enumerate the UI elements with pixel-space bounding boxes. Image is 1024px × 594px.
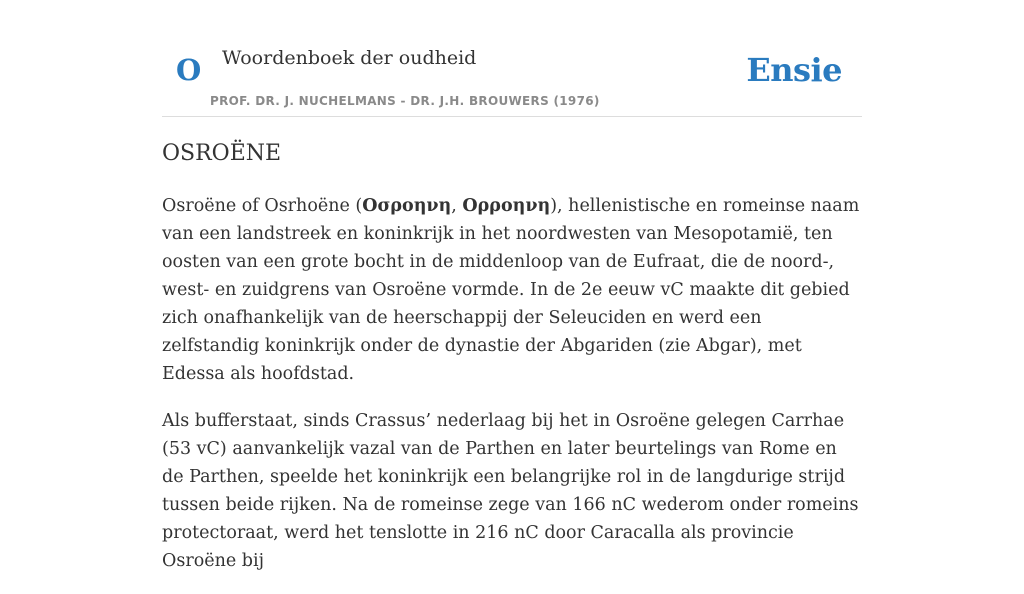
index-letter[interactable]: O: [176, 53, 202, 87]
greek-separator: ,: [451, 196, 463, 216]
ensie-logo[interactable]: Ensie: [746, 51, 842, 89]
entry-paragraph-1: [162, 192, 862, 388]
paragraph-1-intro: Osroëne of Osrhoëne (: [162, 196, 363, 216]
paragraph-1-text: ), hellenistische en romeinse naam van een landstreek en koninkrijk in het noordwesten van Mesopotamië, ten oosten van een grote bocht in de middenloop van de Eufraat, die de noord-, west- en zuidgrens van Osroëne vormde. In de 2e eeuw vC maakte dit gebied zich onafhankelijk van de heerschappij der Seleuciden en werd een zelfstandig koninkrijk onder de dynastie der Abgariden (zie Abgar), met Edessa als hoofdstad.: [162, 196, 860, 384]
greek-term-2: Ορροηνη: [462, 196, 551, 216]
entry-paragraph-2: Als bufferstaat, sinds Crassus’ nederlaag bij het in Osroëne gelegen Carrhae (53 vC) aanvankelijk vazal van de Parthen en later beurtelings van Rome en de Parthen, speelde het koninkrijk een belangrijke rol in de langdurige strijd tussen beide rijken. Na de romeinse zege van 166 nC wederom onder romeins protectoraat, werd het tenslotte in 216 nC door Caracalla als provincie Osroëne bij: [162, 411, 859, 571]
dictionary-header: [162, 0, 862, 117]
entry-body: [162, 192, 862, 594]
entry-title: OSROËNE: [162, 141, 282, 166]
dictionary-authors: PROF. DR. J. NUCHELMANS - DR. J.H. BROUWERS (1976): [210, 94, 600, 108]
dictionary-title[interactable]: Woordenboek der oudheid: [222, 47, 477, 69]
greek-term-1: Οσροηνη: [362, 196, 452, 216]
